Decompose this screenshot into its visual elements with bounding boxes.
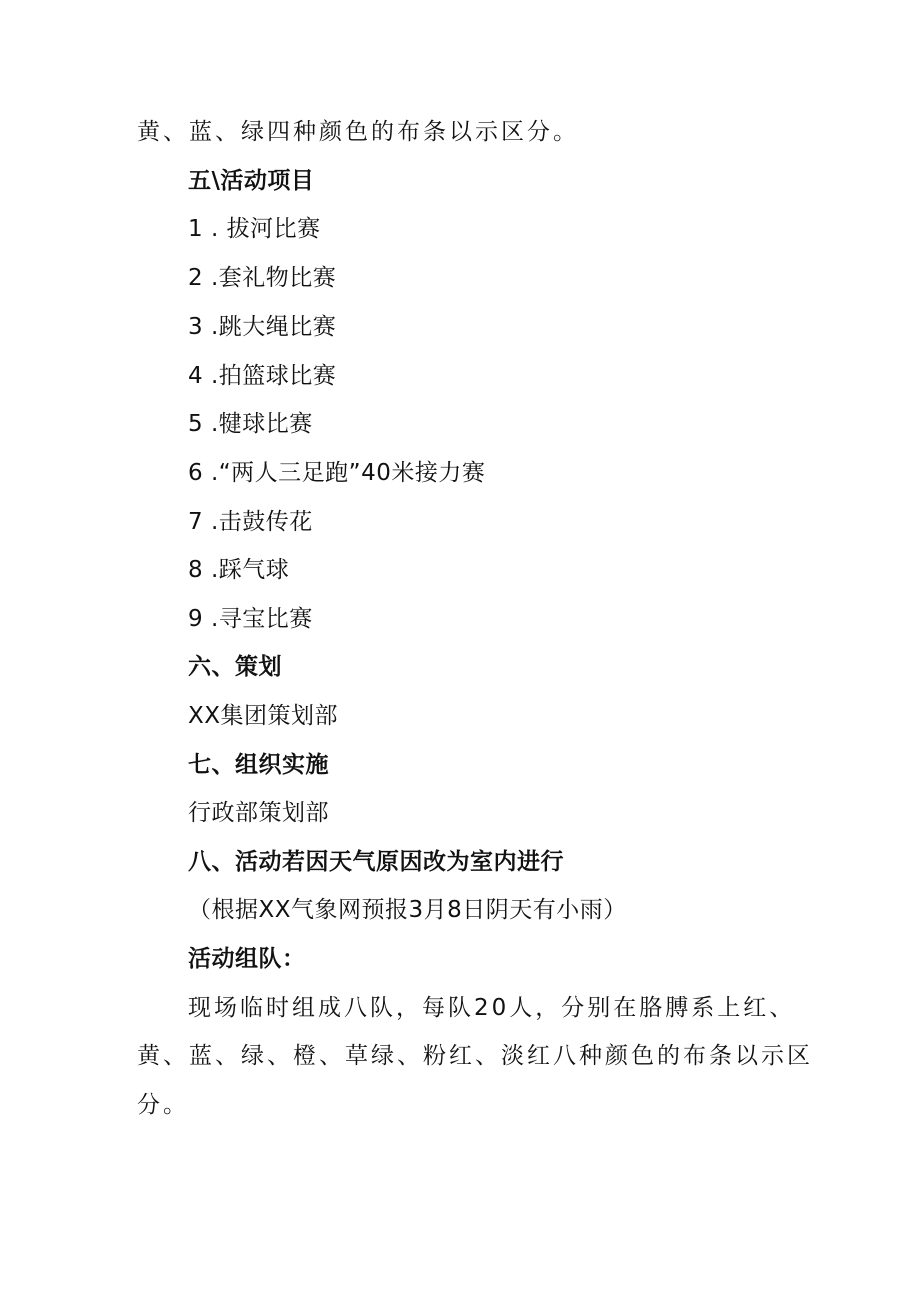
activity-item-6: 6 .“两人三足跑”40米接力赛: [188, 460, 486, 486]
teams-heading: 活动组队：: [188, 946, 306, 972]
intro-paragraph-tail: 黄、蓝、绿四种颜色的布条以示区分。: [137, 119, 579, 145]
section-6-body: XX集团策划部: [188, 703, 339, 729]
activity-item-4: 4 .拍篮球比赛: [188, 363, 337, 389]
teams-paragraph-line-3: 分。: [137, 1092, 189, 1118]
activity-item-2: 2 .套礼物比赛: [188, 265, 337, 291]
activity-item-7: 7 .击鼓传花: [188, 509, 313, 535]
activity-item-5: 5 .犍球比赛: [188, 411, 313, 437]
activity-item-9: 9 .寻宝比赛: [188, 606, 313, 632]
section-8-heading: 八、活动若因天气原因改为室内进行: [188, 849, 564, 875]
section-6-heading: 六、策划: [188, 654, 282, 680]
section-5-heading: 五\活动项目: [188, 168, 315, 194]
activity-item-8: 8 .踩气球: [188, 557, 290, 583]
activity-item-3: 3 .跳大绳比赛: [188, 314, 337, 340]
section-7-heading: 七、组织实施: [188, 752, 329, 778]
teams-paragraph-line-1: 现场临时组成八队，每队20人，分别在胳膊系上红、: [188, 995, 796, 1021]
section-7-body: 行政部策划部: [188, 800, 329, 826]
teams-paragraph-line-2: 黄、蓝、绿、橙、草绿、粉红、淡红八种颜色的布条以示区: [137, 1043, 813, 1069]
activity-item-1: 1 . 拔河比赛: [188, 216, 321, 242]
section-8-note: （根据XX气象网预报3月8日阴天有小雨）: [188, 897, 627, 923]
